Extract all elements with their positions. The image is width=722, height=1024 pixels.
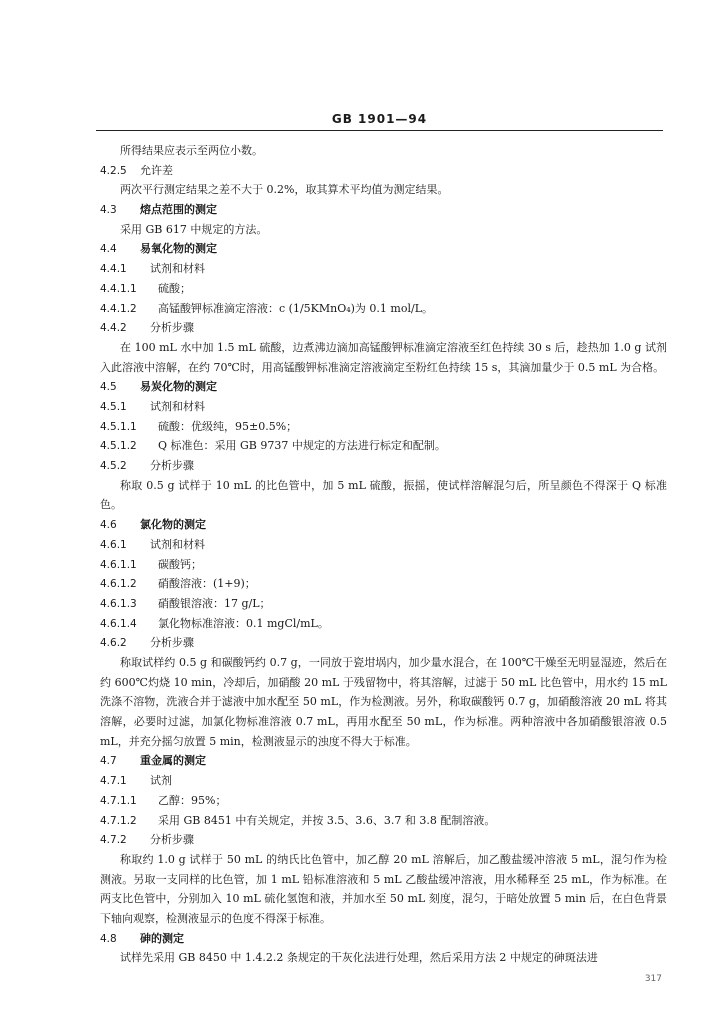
paragraph: 称取试样约 0.5 g 和碳酸钙约 0.7 g，一同放于瓷坩埚内，加少量水混合，在 100℃干燥至无明显湿迹，然后在约 600℃灼烧 10 min，冷却后，加硝酸 20 mL 于残留物中，将其溶解，过滤于 50 mL 比色管中，用水约 15 mL 洗涤不溶物，洗液合并于滤液中加水配至 50 mL，作为检测液。另外，称取碳酸钙 0.7 g，加硝酸溶液 20 mL 将其溶解，必要时过滤，加氯化物标准溶液 0.7 mL，再用水配至 50 mL，作为标准。两种溶液中各加硝酸银溶液 0.5 mL，并充分摇匀放置 5 min，检测液显示的浊度不得大于标准。	[100, 655, 667, 748]
clause-heading: 4.2.5 允许差	[100, 163, 173, 177]
clause-item: 4.6.1.3 硝酸银溶液：17 g/L；	[100, 596, 271, 610]
paragraph: 在 100 mL 水中加 1.5 mL 硫酸，边煮沸边滴加高锰酸钾标准滴定溶液至红色持续 30 s 后，趁热加 1.0 g 试剂入此溶液中溶解，在约 70℃时，用高锰酸钾标准滴定溶液滴定至粉红色持续 15 s，其滴加量少于 0.5 mL 为合格。	[100, 340, 667, 374]
document-body	[100, 141, 667, 968]
clause-heading: 4.4.2 分析步骤	[100, 321, 194, 335]
clause-item: 4.6.1.4 氯化物标准溶液：0.1 mgCl/mL。	[100, 616, 329, 630]
paragraph: 称取约 1.0 g 试样于 50 mL 的纳氏比色管中，加乙醇 20 mL 溶解后，加乙酸盐缓冲溶液 5 mL，混匀作为检测液。另取一支同样的比色管，加 1 mL 铅标准溶液和 5 mL 乙酸盐缓冲溶液，用水稀释至 25 mL，作为标准。在两支比色管中，分别加入 10 mL 硫化氢饱和液，并加水至 50 mL 刻度，混匀，于暗处放置 5 min 后，在白色背景下轴向观察，检测液显示的色度不得深于标准。	[100, 852, 667, 925]
clause-heading: 4.7.2 分析步骤	[100, 833, 194, 847]
clause-heading: 4.6.1 试剂和材料	[100, 537, 205, 551]
section-heading: 4.4 易氧化物的测定	[100, 242, 217, 256]
clause-item: 4.5.1.1 硫酸：优级纯，95±0.5%；	[100, 419, 298, 433]
clause-heading: 4.7.1 试剂	[100, 774, 172, 788]
section-heading: 4.8 砷的测定	[100, 931, 184, 945]
text-line: 采用 GB 617 中规定的方法。	[120, 222, 268, 236]
clause-item: 4.7.1.1 乙醇：95%；	[100, 793, 227, 807]
page-number: 317	[644, 974, 662, 984]
text-line: 试样先采用 GB 8450 中 1.4.2.2 条规定的干灰化法进行处理，然后采用方法 2 中规定的砷斑法进	[120, 951, 598, 965]
clause-item: 4.4.1.1 硫酸；	[100, 281, 191, 295]
clause-item: 4.5.1.2 Q 标准色：采用 GB 9737 中规定的方法进行标定和配制。	[100, 439, 446, 453]
page-header	[96, 112, 663, 131]
section-heading: 4.6 氯化物的测定	[100, 518, 206, 532]
clause-heading: 4.4.1 试剂和材料	[100, 262, 205, 276]
paragraph: 称取 0.5 g 试样于 10 mL 的比色管中，加 5 mL 硫酸，振摇，使试样溶解混匀后，所呈颜色不得深于 Q 标准色。	[100, 478, 667, 512]
clause-item: 4.6.1.2 硝酸溶液：(1+9)；	[100, 577, 256, 591]
text-line: 两次平行测定结果之差不大于 0.2%，取其算术平均值为测定结果。	[120, 183, 449, 197]
standard-number: GB 1901—94	[331, 112, 428, 126]
clause-heading: 4.6.2 分析步骤	[100, 636, 194, 650]
clause-heading: 4.5.1 试剂和材料	[100, 399, 205, 413]
clause-heading: 4.5.2 分析步骤	[100, 459, 194, 473]
clause-item: 4.4.1.2 高锰酸钾标准滴定溶液：c (1/5KMnO₄)为 0.1 mol/L。	[100, 301, 434, 315]
section-heading: 4.7 重金属的测定	[100, 754, 206, 768]
text-line: 所得结果应表示至两位小数。	[120, 144, 263, 157]
section-heading: 4.3 熔点范围的测定	[100, 203, 217, 217]
section-heading: 4.5 易炭化物的测定	[100, 380, 217, 394]
clause-item: 4.7.1.2 采用 GB 8451 中有关规定，并按 3.5、3.6、3.7 和 3.8 配制溶液。	[100, 813, 496, 827]
clause-item: 4.6.1.1 碳酸钙；	[100, 557, 202, 571]
